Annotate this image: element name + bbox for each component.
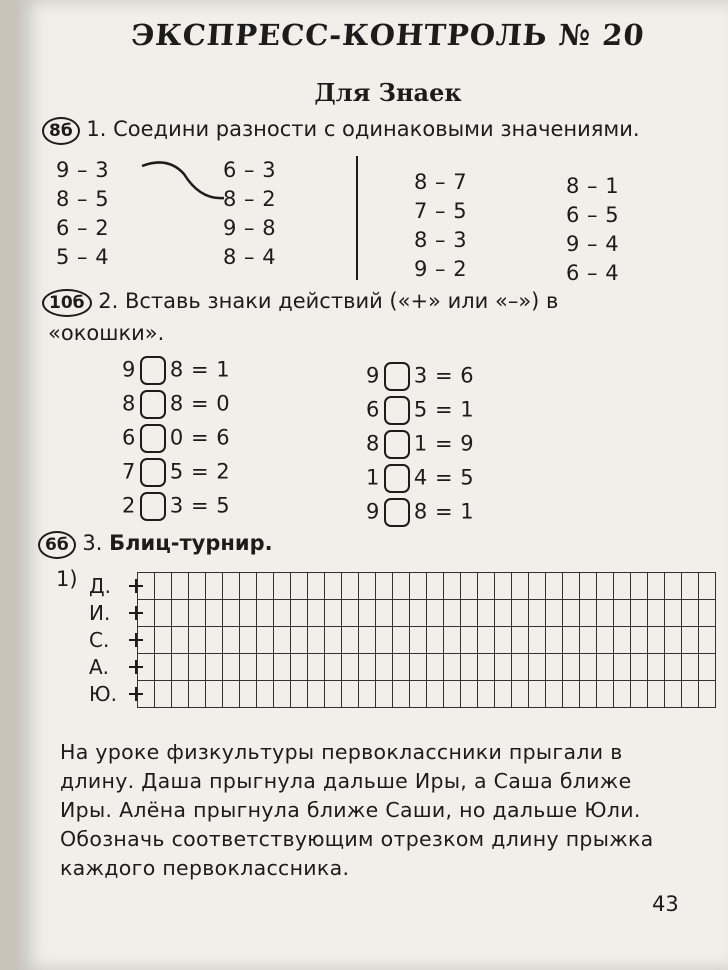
operand: 8	[169, 391, 184, 416]
grid-cell[interactable]	[291, 654, 308, 681]
grid-cell[interactable]	[206, 681, 223, 708]
grid-cell[interactable]	[682, 600, 699, 627]
grid-cell[interactable]	[257, 654, 274, 681]
grid-cell[interactable]	[155, 573, 172, 600]
grid-cell[interactable]	[563, 681, 580, 708]
result: 5	[216, 493, 231, 518]
task2-text-line2: «окошки».	[48, 321, 165, 345]
equation-row	[122, 390, 230, 424]
operand: 5	[169, 459, 184, 484]
grid-cell[interactable]	[291, 573, 308, 600]
answer-grid	[86, 572, 716, 708]
expression[interactable]: 8 – 3	[414, 228, 468, 252]
grid-cell[interactable]	[359, 627, 376, 654]
grid-cell[interactable]	[257, 573, 274, 600]
grid-cell[interactable]	[512, 573, 529, 600]
row-label	[86, 573, 138, 600]
task1-heading	[42, 114, 640, 145]
sign-box[interactable]	[140, 356, 166, 385]
grid-cell[interactable]	[614, 573, 631, 600]
sign-box[interactable]	[140, 390, 166, 419]
grid-cell[interactable]	[444, 681, 461, 708]
grid-cell[interactable]	[376, 627, 393, 654]
row-label	[86, 681, 138, 708]
operand: 6	[366, 397, 380, 422]
equation-row	[366, 430, 474, 464]
result: 0	[216, 391, 231, 416]
grid-cell[interactable]	[699, 573, 716, 600]
paragraph-line: длину. Даша прыгнула дальше Иры, а Саша ближе	[60, 769, 632, 793]
page-number: 43	[652, 892, 679, 916]
grid-cell[interactable]	[223, 654, 240, 681]
grid-cell[interactable]	[359, 573, 376, 600]
grid-cell[interactable]	[529, 573, 546, 600]
grid-cell[interactable]	[648, 654, 665, 681]
task2-left-equations	[122, 356, 230, 526]
grid-cell[interactable]	[410, 573, 427, 600]
grid-cell[interactable]	[172, 681, 189, 708]
grid-cell[interactable]	[427, 600, 444, 627]
grid-cell[interactable]	[478, 573, 495, 600]
start-mark	[129, 612, 143, 614]
expression[interactable]: 6 – 4	[566, 261, 620, 285]
grid-cell[interactable]	[699, 681, 716, 708]
task2-number: 2.	[98, 289, 119, 313]
equals-sign: =	[190, 425, 210, 450]
grid-cell[interactable]	[461, 681, 478, 708]
grid-cell[interactable]	[308, 654, 325, 681]
equation-row	[122, 458, 230, 492]
task1-text: Соедини разности с одинаковыми значениями.	[113, 117, 640, 141]
equation-row	[366, 464, 474, 498]
equation-row	[122, 424, 230, 458]
grid-cell[interactable]	[240, 600, 257, 627]
grid-cell[interactable]	[308, 627, 325, 654]
grid-cell[interactable]	[376, 654, 393, 681]
grid-cell[interactable]	[699, 600, 716, 627]
grid-cell[interactable]	[648, 681, 665, 708]
grid-cell[interactable]	[631, 600, 648, 627]
sign-box[interactable]	[384, 498, 410, 527]
grid-row	[86, 600, 716, 627]
grid-cell[interactable]	[665, 627, 682, 654]
grid-cell[interactable]	[461, 654, 478, 681]
equals-sign: =	[434, 465, 454, 490]
grid-cell[interactable]	[478, 654, 495, 681]
grid-cell[interactable]	[325, 627, 342, 654]
expression[interactable]: 5 – 4	[56, 245, 110, 269]
grid-cell[interactable]	[427, 681, 444, 708]
grid-cell[interactable]	[172, 654, 189, 681]
grid-cell[interactable]	[682, 654, 699, 681]
equals-sign: =	[434, 397, 454, 422]
task3-title: Блиц-турнир.	[109, 531, 273, 555]
task1-right-col1	[414, 168, 467, 284]
grid-cell[interactable]	[206, 654, 223, 681]
grid-cell[interactable]	[257, 600, 274, 627]
grid-cell[interactable]	[597, 627, 614, 654]
grid-cell[interactable]	[240, 654, 257, 681]
expression[interactable]: 8 – 1	[566, 174, 620, 198]
result: 5	[460, 465, 475, 490]
grid-cell[interactable]	[478, 627, 495, 654]
grid-cell[interactable]	[172, 627, 189, 654]
grid-cell[interactable]	[495, 681, 512, 708]
grid-cell[interactable]	[223, 681, 240, 708]
grid-cell[interactable]	[427, 654, 444, 681]
grid-cell[interactable]	[393, 627, 410, 654]
operand: 8	[169, 357, 184, 382]
grid-cell[interactable]	[648, 573, 665, 600]
start-mark	[129, 585, 143, 587]
grid-cell[interactable]	[342, 627, 359, 654]
expression[interactable]: 9 – 3	[56, 158, 110, 182]
grid-cell[interactable]	[410, 681, 427, 708]
operand: 6	[122, 425, 136, 450]
expression[interactable]: 7 – 5	[414, 199, 468, 223]
grid-cell[interactable]	[631, 573, 648, 600]
operand: 3	[413, 363, 428, 388]
operand: 9	[366, 499, 380, 524]
grid-cell[interactable]	[614, 681, 631, 708]
grid-cell[interactable]	[206, 600, 223, 627]
grid-cell[interactable]	[393, 654, 410, 681]
operand: 2	[122, 493, 136, 518]
operand: 8	[413, 499, 428, 524]
grid-cell[interactable]	[597, 681, 614, 708]
sign-box[interactable]	[140, 424, 166, 453]
grid-cell[interactable]	[206, 627, 223, 654]
grid-cell[interactable]	[461, 600, 478, 627]
grid-cell[interactable]	[478, 600, 495, 627]
grid-cell[interactable]	[444, 600, 461, 627]
grid-cell[interactable]	[699, 654, 716, 681]
grid-cell[interactable]	[699, 627, 716, 654]
equation-row	[122, 492, 230, 526]
task1-left-col1	[56, 156, 109, 272]
result: 1	[216, 357, 231, 382]
task3-number: 3.	[82, 531, 103, 555]
grid-cell[interactable]	[665, 600, 682, 627]
grid-cell[interactable]	[563, 573, 580, 600]
sign-box[interactable]	[384, 396, 410, 425]
page-subtitle: Для Знаек	[314, 78, 462, 107]
grid-cell[interactable]	[648, 627, 665, 654]
expression[interactable]: 8 – 4	[223, 245, 277, 269]
row-label-text: С.	[89, 628, 110, 652]
grid-cell[interactable]	[206, 573, 223, 600]
grid-row	[86, 573, 716, 600]
start-mark	[129, 666, 143, 668]
row-label	[86, 627, 138, 654]
grid-cell[interactable]	[597, 573, 614, 600]
grid-cell[interactable]	[495, 573, 512, 600]
column-divider	[356, 156, 358, 280]
sign-box[interactable]	[140, 458, 166, 487]
result: 1	[460, 499, 475, 524]
operand: 1	[413, 431, 428, 456]
grid-cell[interactable]	[376, 600, 393, 627]
grid-cell[interactable]	[512, 654, 529, 681]
grid-cell[interactable]	[529, 600, 546, 627]
grid-cell[interactable]	[308, 600, 325, 627]
grid-cell[interactable]	[529, 627, 546, 654]
grid-cell[interactable]	[189, 654, 206, 681]
paragraph-line: На уроке физкультуры первоклассники прыгали в	[60, 740, 623, 764]
grid-cell[interactable]	[172, 600, 189, 627]
paragraph-line: Иры. Алёна прыгнула ближе Саши, но дальше Юли.	[60, 798, 641, 822]
equals-sign: =	[190, 493, 210, 518]
row-label	[86, 654, 138, 681]
grid-cell[interactable]	[495, 654, 512, 681]
grid-cell[interactable]	[274, 573, 291, 600]
grid-cell[interactable]	[155, 600, 172, 627]
grid-cell[interactable]	[189, 600, 206, 627]
grid-cell[interactable]	[597, 600, 614, 627]
workbook-page	[18, 0, 728, 970]
grid-cell[interactable]	[291, 681, 308, 708]
grid-cell[interactable]	[461, 573, 478, 600]
row-label-text: Ю.	[89, 682, 117, 706]
grid-cell[interactable]	[274, 627, 291, 654]
grid-cell[interactable]	[223, 627, 240, 654]
grid-cell[interactable]	[393, 600, 410, 627]
grid-cell[interactable]	[580, 654, 597, 681]
result: 9	[460, 431, 475, 456]
grid-cell[interactable]	[393, 573, 410, 600]
grid-cell[interactable]	[631, 627, 648, 654]
expression[interactable]: 6 – 5	[566, 203, 620, 227]
grid-cell[interactable]	[189, 681, 206, 708]
expression[interactable]: 8 – 5	[56, 187, 110, 211]
expression[interactable]: 8 – 2	[223, 187, 277, 211]
grid-cell[interactable]	[614, 600, 631, 627]
grid-cell[interactable]	[682, 627, 699, 654]
grid-cell[interactable]	[223, 573, 240, 600]
paragraph-line: каждого первоклассника.	[60, 856, 350, 880]
grid-cell[interactable]	[359, 600, 376, 627]
task2-text-line1: Вставь знаки действий («+» или «–») в	[124, 289, 559, 313]
grid-cell[interactable]	[240, 627, 257, 654]
row-label-text: И.	[89, 601, 111, 625]
grid-cell[interactable]	[342, 600, 359, 627]
grid-cell[interactable]	[546, 573, 563, 600]
grid-cell[interactable]	[172, 573, 189, 600]
operand: 9	[366, 363, 380, 388]
expression[interactable]: 9 – 2	[414, 257, 468, 281]
grid-cell[interactable]	[444, 627, 461, 654]
page-title: ЭКСПРЕСС-КОНТРОЛЬ № 20	[130, 18, 646, 52]
grid-cell[interactable]	[512, 600, 529, 627]
operand: 8	[366, 431, 380, 456]
grid-cell[interactable]	[376, 681, 393, 708]
grid-row	[86, 654, 716, 681]
grid-cell[interactable]	[410, 600, 427, 627]
result: 6	[216, 425, 231, 450]
equation-row	[366, 498, 474, 532]
task3-paragraph	[60, 738, 720, 883]
grid-cell[interactable]	[563, 654, 580, 681]
operand: 7	[122, 459, 136, 484]
equation-row	[122, 356, 230, 390]
grid-cell[interactable]	[614, 627, 631, 654]
grid-cell[interactable]	[342, 573, 359, 600]
grid-cell[interactable]	[155, 681, 172, 708]
grid-cell[interactable]	[257, 681, 274, 708]
grid-cell[interactable]	[444, 573, 461, 600]
grid-cell[interactable]	[427, 627, 444, 654]
grid-cell[interactable]	[223, 600, 240, 627]
task3-heading	[38, 528, 273, 559]
grid-cell[interactable]	[631, 654, 648, 681]
equals-sign: =	[190, 459, 210, 484]
operand: 1	[366, 465, 380, 490]
grid-cell[interactable]	[257, 627, 274, 654]
grid-cell[interactable]	[240, 573, 257, 600]
grid-cell[interactable]	[461, 627, 478, 654]
operand: 4	[413, 465, 428, 490]
grid-cell[interactable]	[682, 681, 699, 708]
grid-cell[interactable]	[546, 681, 563, 708]
equation-row	[366, 396, 474, 430]
expression[interactable]: 6 – 2	[56, 216, 110, 240]
operand: 3	[169, 493, 184, 518]
grid-cell[interactable]	[359, 654, 376, 681]
equals-sign: =	[434, 499, 454, 524]
grid-cell[interactable]	[665, 681, 682, 708]
grid-cell[interactable]	[308, 681, 325, 708]
operand: 0	[169, 425, 184, 450]
grid-cell[interactable]	[410, 654, 427, 681]
grid-cell[interactable]	[665, 654, 682, 681]
grid-cell[interactable]	[546, 654, 563, 681]
grid-cell[interactable]	[325, 573, 342, 600]
grid-cell[interactable]	[529, 654, 546, 681]
grid-cell[interactable]	[580, 600, 597, 627]
task1-points-badge: 8б	[42, 117, 80, 145]
grid-cell[interactable]	[189, 573, 206, 600]
grid-cell[interactable]	[563, 627, 580, 654]
grid-cell[interactable]	[393, 681, 410, 708]
grid-cell[interactable]	[648, 600, 665, 627]
connecting-line	[138, 160, 228, 210]
grid-cell[interactable]	[665, 573, 682, 600]
grid-cell[interactable]	[410, 627, 427, 654]
grid-cell[interactable]	[580, 681, 597, 708]
operand: 9	[122, 357, 136, 382]
start-mark	[129, 639, 143, 641]
grid-cell[interactable]	[291, 627, 308, 654]
task2-right-equations	[366, 362, 474, 532]
expression[interactable]: 6 – 3	[223, 158, 277, 182]
grid-cell[interactable]	[478, 681, 495, 708]
row-label-text: А.	[89, 655, 110, 679]
grid-cell[interactable]	[512, 627, 529, 654]
grid-cell[interactable]	[580, 573, 597, 600]
result: 6	[460, 363, 475, 388]
equals-sign: =	[434, 431, 454, 456]
expression[interactable]: 8 – 7	[414, 170, 468, 194]
grid-row	[86, 627, 716, 654]
sign-box[interactable]	[384, 464, 410, 493]
grid-cell[interactable]	[444, 654, 461, 681]
grid-cell[interactable]	[512, 681, 529, 708]
grid-cell[interactable]	[325, 681, 342, 708]
expression[interactable]: 9 – 8	[223, 216, 277, 240]
grid-cell[interactable]	[529, 681, 546, 708]
grid-cell[interactable]	[291, 600, 308, 627]
task1-right-col2	[566, 172, 619, 288]
expression[interactable]: 9 – 4	[566, 232, 620, 256]
sign-box[interactable]	[140, 492, 166, 521]
sign-box[interactable]	[384, 362, 410, 391]
grid-cell[interactable]	[274, 600, 291, 627]
task2-points-badge: 10б	[42, 289, 92, 317]
grid-cell[interactable]	[274, 654, 291, 681]
grid-cell[interactable]	[325, 600, 342, 627]
sign-box[interactable]	[384, 430, 410, 459]
task1-left-col2	[223, 156, 276, 272]
row-label	[86, 600, 138, 627]
equation-row	[366, 362, 474, 396]
task3-points-badge: 6б	[38, 531, 76, 559]
task3-subitem: 1)	[56, 567, 78, 591]
task2-heading	[42, 286, 692, 317]
grid-cell[interactable]	[580, 627, 597, 654]
grid-cell[interactable]	[495, 600, 512, 627]
grid-cell[interactable]	[189, 627, 206, 654]
result: 1	[460, 397, 475, 422]
operand: 8	[122, 391, 136, 416]
grid-cell[interactable]	[155, 654, 172, 681]
grid-cell[interactable]	[546, 600, 563, 627]
grid-cell[interactable]	[240, 681, 257, 708]
grid-cell[interactable]	[427, 573, 444, 600]
result: 2	[216, 459, 231, 484]
grid-cell[interactable]	[495, 627, 512, 654]
grid-cell[interactable]	[546, 627, 563, 654]
grid-cell[interactable]	[631, 681, 648, 708]
task1-number: 1.	[86, 117, 107, 141]
grid-cell[interactable]	[325, 654, 342, 681]
grid-cell[interactable]	[597, 654, 614, 681]
grid-cell[interactable]	[376, 573, 393, 600]
paragraph-line: Обозначь соответствующим отрезком длину прыжка	[60, 827, 654, 851]
equals-sign: =	[190, 357, 210, 382]
row-label-text: Д.	[89, 574, 111, 598]
grid-row	[86, 681, 716, 708]
grid-cell[interactable]	[682, 573, 699, 600]
grid-cell[interactable]	[308, 573, 325, 600]
grid-cell[interactable]	[359, 681, 376, 708]
grid-cell[interactable]	[563, 600, 580, 627]
grid-cell[interactable]	[342, 681, 359, 708]
grid-cell[interactable]	[614, 654, 631, 681]
equals-sign: =	[190, 391, 210, 416]
grid-cell[interactable]	[155, 627, 172, 654]
operand: 5	[413, 397, 428, 422]
equals-sign: =	[434, 363, 454, 388]
start-mark	[129, 693, 143, 695]
grid-cell[interactable]	[342, 654, 359, 681]
grid-cell[interactable]	[274, 681, 291, 708]
